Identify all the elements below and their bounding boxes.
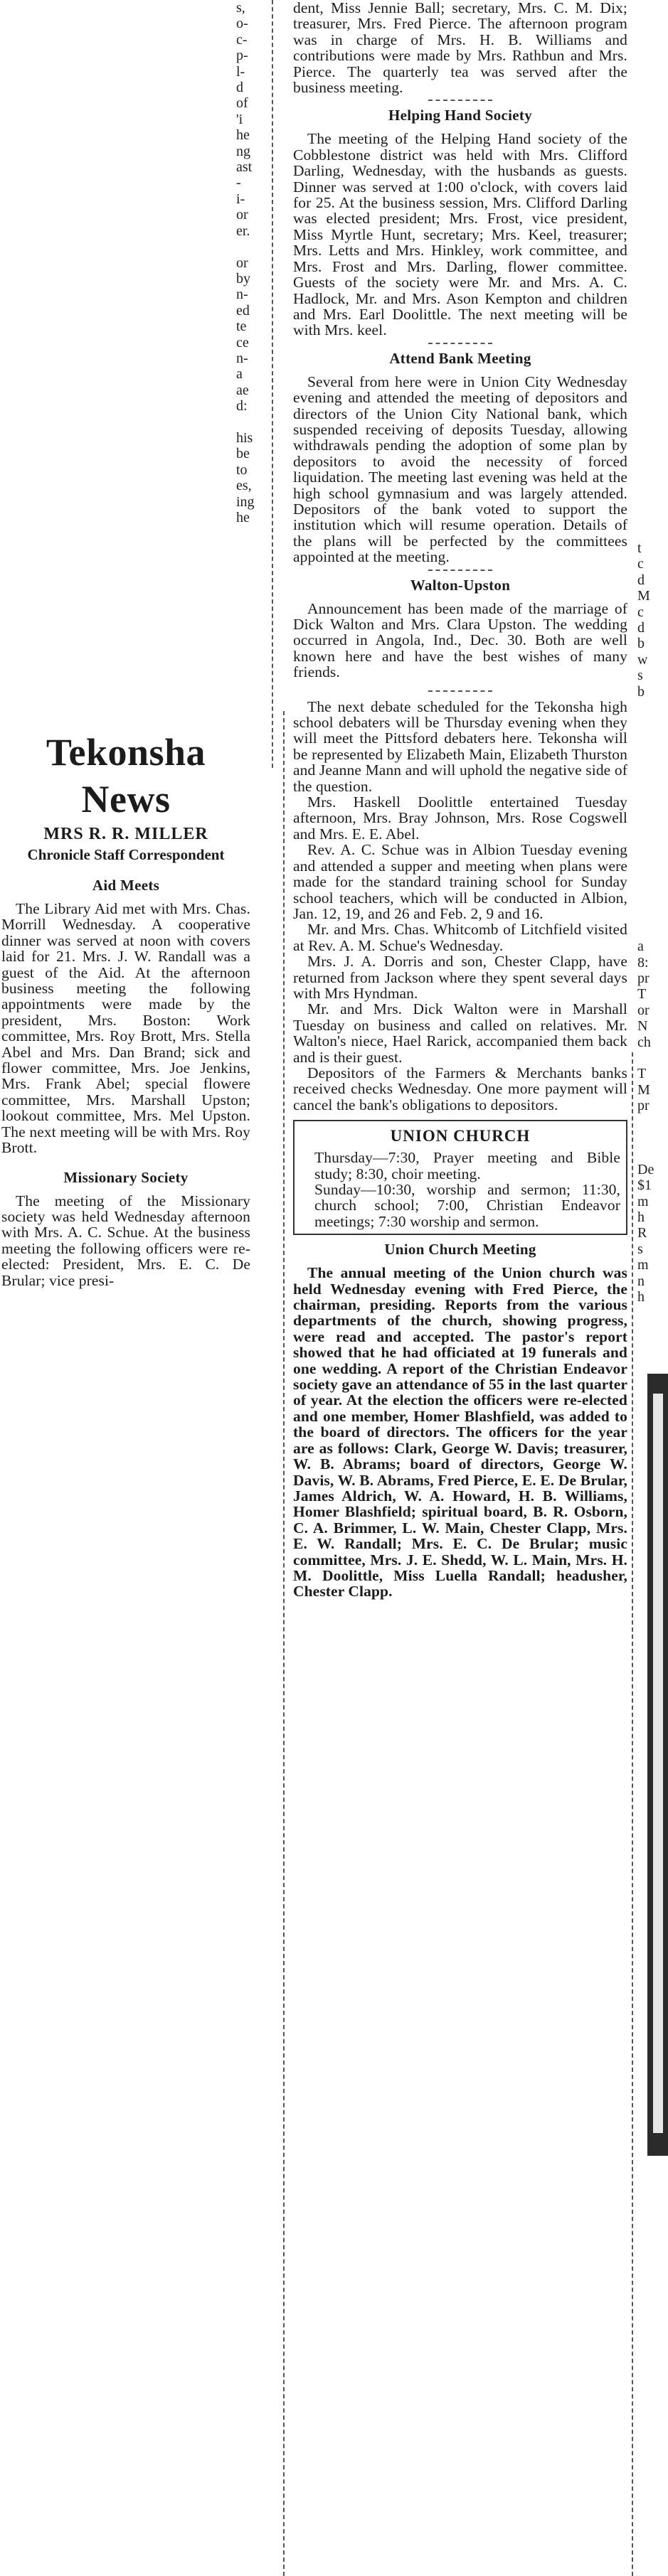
edge-fragment: t — [637, 540, 642, 556]
edge-fragment: n- — [236, 287, 248, 303]
edge-fragment: er. — [236, 223, 250, 239]
left-top-fragments — [236, 0, 258, 525]
news-item: Mrs. Haskell Doolittle entertained Tuesday afternoon, Mrs. Bray Johnson, Mrs. Rose Cogswell and Mrs. E. E. Abel. — [293, 793, 627, 843]
edge-fragment: T — [637, 1066, 647, 1082]
church-box-title: UNION CHURCH — [390, 1127, 531, 1145]
edge-fragment: R — [637, 1225, 647, 1241]
article-heading-attend-bank-meeting: Attend Bank Meeting — [389, 349, 531, 367]
edge-fragment: 'i — [236, 111, 243, 127]
edge-fragment: a — [236, 366, 243, 383]
edge-fragment: pr — [637, 1098, 650, 1114]
edge-fragment: n — [637, 1273, 645, 1289]
edge-fragment: s — [637, 1241, 643, 1257]
edge-fragment — [637, 1130, 666, 1145]
edge-fragment: be — [236, 446, 250, 462]
edge-fragment: his — [236, 429, 253, 446]
separator — [428, 343, 492, 344]
news-item: Depositors of the Farmers & Merchants banks received checks Wednesday. One more payment will cancel the bank's obligations to depositors. — [293, 1064, 627, 1113]
edge-fragment: te — [236, 319, 247, 335]
edge-fragment: ing — [236, 493, 255, 510]
edge-fragment: M — [637, 588, 650, 604]
article-paragraph: The annual meeting of the Union church was held Wednesday evening with Fred Pierce, the chairman, presiding. Reports from the various departments of the church, showing progress, were read and accepted. The pastor's report showed that he had officiated at 19 funerals and one wedding. A report of the Christian Endeavor society gave an attendance of 55 in the last quarter of year. At the election the officers were re-elected and one member, Homer Blashfield, was added to the board of directors. The officers for the year are as follows: Clark, George W. Davis; treasurer, W. B. Abrams; board of directors, George W. Davis, W. B. Abrams, Fred Pierce, E. E. De Brular, James Aldrich, W. A. Howard, H. B. Williams, Homer Blashfield; spiritual board, B. R. Osborn, C. A. Brimmer, L. W. Main, Chester Clapp, Mrs. E. W. Randall; Mrs. E. C. De Brular; music committee, Mrs. J. E. Shedd, W. L. Main, Mrs. H. M. Doolittle, Miss Luella Randall; headusher, Chester Clapp. — [293, 1264, 627, 1600]
news-item: Mr. and Mrs. Chas. Whitcomb of Litchfield visited at Rev. A. M. Schue's Wednesday. — [293, 921, 627, 954]
edge-fragment: to — [236, 461, 248, 478]
edge-fragment — [236, 415, 258, 430]
edge-fragment: - — [236, 175, 241, 191]
edge-fragment — [637, 875, 666, 891]
edge-fragment: c — [637, 556, 644, 572]
edge-fragment — [637, 1050, 666, 1066]
edge-fragment — [637, 1114, 666, 1130]
edge-fragment: he — [236, 510, 250, 525]
edge-fragment: b — [637, 636, 645, 652]
right-edge-fragments — [637, 540, 666, 1305]
masthead-title: Tekonsha News — [46, 731, 206, 821]
edge-fragment: h — [637, 1209, 645, 1226]
edge-fragment: n- — [236, 350, 248, 366]
article-paragraph: The meeting of the Missionary society was held Wednesday afternoon with Mrs. A. C. Schue. At the business meeting the following officers were re-elected: President, Mrs. E. C. De Brular; vice presi- — [1, 1192, 250, 1289]
edge-fragment — [637, 764, 666, 779]
edge-fragment: he — [236, 127, 250, 144]
edge-fragment — [637, 811, 666, 827]
edge-fragment — [637, 923, 666, 939]
edge-fragment — [637, 796, 666, 811]
edge-fragment — [637, 859, 666, 875]
edge-fragment: 8: — [637, 954, 649, 971]
right-column — [293, 0, 627, 1600]
separator — [428, 100, 492, 101]
column-rule-right — [632, 1052, 633, 2576]
edge-fragment — [637, 907, 666, 922]
edge-fragment: m — [637, 1193, 649, 1209]
news-item: The next debate scheduled for the Tekonsha high school debaters will be Thursday evening when they will meet the Pittsford debaters here. Tekonsha will be represented by Elizabeth Main, Elizabeth Thurston and Jeanne Mann and will uphold the negative side of the question. — [293, 698, 627, 795]
edge-fragment: i- — [236, 191, 245, 207]
edge-fragment — [637, 891, 666, 907]
edge-fragment: ast — [236, 159, 253, 176]
edge-fragment: De — [637, 1161, 654, 1177]
edge-fragment: ed — [236, 302, 250, 319]
article-heading-helping-hand: Helping Hand Society — [388, 107, 533, 124]
edge-fragment: h — [637, 1289, 645, 1305]
edge-fragment: d — [637, 620, 645, 636]
edge-fragment — [637, 843, 666, 859]
edge-fragment: ng — [236, 143, 250, 159]
edge-fragment: a — [637, 939, 644, 955]
separator — [428, 690, 492, 692]
edge-fragment — [637, 747, 666, 763]
news-item: Mrs. J. A. Dorris and son, Chester Clapp, have returned from Jackson where they spent several days with Mrs Hyndman. — [293, 953, 627, 1002]
edge-fragment: N — [637, 1018, 648, 1035]
adjacent-column-inner — [653, 1394, 663, 2133]
article-heading-missionary-society: Missionary Society — [63, 1168, 189, 1186]
edge-fragment: ch — [637, 1034, 651, 1050]
edge-fragment: c- — [236, 31, 248, 48]
edge-fragment — [236, 239, 258, 255]
edge-fragment: d — [236, 80, 243, 96]
edge-fragment: es, — [236, 478, 252, 494]
edge-fragment: p- — [236, 48, 248, 64]
news-item: Mr. and Mrs. Dick Walton were in Marshall Tuesday on business and called on relatives. Mr. Walton's niece, Hael Rarick, accompanied them back and is their guest. — [293, 1000, 627, 1066]
left-column — [1, 0, 255, 525]
edge-fragment — [637, 700, 666, 715]
edge-fragment: l- — [236, 63, 245, 80]
article-heading-walton-upston: Walton-Upston — [410, 576, 511, 594]
news-item: Rev. A. C. Schue was in Albion Tuesday evening and attended a supper and meeting when plans were made for the standard training school for Sunday school teachers, which will be conducted in Albion, Jan. 12, 19, and 26 and Feb. 2, 9 and 16. — [293, 841, 627, 922]
church-schedule-box — [293, 1120, 627, 1235]
edge-fragment — [637, 827, 666, 843]
edge-fragment: o- — [236, 16, 248, 32]
subbyline: Chronicle Staff Correspondent — [27, 846, 225, 863]
byline: MRS R. R. MILLER — [43, 825, 208, 843]
edge-fragment: or — [637, 1002, 650, 1018]
edge-fragment: of — [236, 95, 248, 112]
edge-fragment: pr — [637, 970, 650, 986]
edge-fragment: s — [637, 668, 643, 684]
article-paragraph: Several from here were in Union City Wednesday evening and attended the meeting of depositors and directors of the Union City National bank, which suspended receiving of deposits Tuesday, allowing withdrawals pending the adoption of some plan by depositors to avoid the necessity of forced liquidation. The meeting last evening was held at the high school gymnasium and was largely attended. Depositors of the bank voted to support the institution which will resume operation. Details of the plans will be perfected by the committees appointed at the meeting. — [293, 373, 627, 566]
edge-fragment: b — [637, 683, 645, 700]
edge-fragment — [637, 715, 666, 731]
edge-fragment: or — [236, 207, 248, 223]
edge-fragment: m — [637, 1257, 649, 1273]
edge-fragment — [637, 1145, 666, 1161]
church-schedule-line: Sunday—10:30, worship and sermon; 11:30, church school; 7:00, Christian Endeavor meetings; 7:30 worship and sermon. — [314, 1181, 620, 1230]
edge-fragment — [637, 779, 666, 795]
edge-fragment: w — [637, 651, 648, 668]
column-rule-left — [272, 0, 273, 768]
news-items — [293, 699, 627, 1113]
edge-fragment — [637, 732, 666, 747]
continued-text: dent, Miss Jennie Ball; secretary, Mrs. C. M. Dix; treasurer, Mrs. Fred Pierce. The afternoon program was in charge of Mrs. H. B. Williams and contributions were made by Mrs. Rathbun and Mrs. Pierce. The quarterly tea was served after the business meeting. — [293, 0, 627, 97]
edge-fragment: M — [637, 1081, 650, 1098]
edge-fragment: $1 — [637, 1177, 652, 1194]
column-rule-center — [283, 711, 285, 2576]
article-paragraph: The meeting of the Helping Hand society of the Cobblestone district was held with Mrs. Clifford Darling, Wednesday, with the husbands as guests. Dinner was served at 1:00 o'clock, with covers laid for 25. At the business session, Mrs. Clifford Darling was elected president; Mrs. Frost, vice president, Miss Myrtle Hunt, secretary; Mrs. Keel, treasurer; Mrs. Letts and Mrs. Hinkley, work committee, and Mrs. Frost and Mrs. Darling, flower committee. Guests of the society were Mr. and Mrs. A. C. Hadlock, Mr. and Mrs. Ason Kempton and children and Mrs. Earl Doolittle. The next meeting will be with Mrs. keel. — [293, 130, 627, 339]
article-paragraph: Announcement has been made of the marriage of Dick Walton and Mrs. Clara Upston. The wedding occurred in Angola, Ind., Dec. 30. Both are well known here and have the best wishes of many friends. — [293, 599, 627, 681]
edge-fragment: ae — [236, 382, 249, 398]
separator — [428, 570, 492, 571]
edge-fragment: by — [236, 270, 250, 287]
article-paragraph: The Library Aid met with Mrs. Chas. Morrill Wednesday. A cooperative dinner was served at noon with covers laid for 21. Mrs. J. W. Randall was a guest of the Aid. At the afternoon business meeting the following appointments were made by the president, Mrs. Boston: Work committee, Mrs. Roy Brott, Mrs. Stella Abel and Mrs. Dan Brand; sick and flower committee, Mrs. Joe Jenkins, Mrs. Frank Abel; special flowere committee, Mrs. Marshall Upston; lookout committee, Mrs. Mel Upston. The next meeting will be with Mrs. Roy Brott. — [1, 900, 250, 1157]
church-schedule-line: Thursday—7:30, Prayer meeting and Bible study; 8:30, choir meeting. — [314, 1149, 620, 1182]
edge-fragment: d — [637, 572, 645, 588]
edge-fragment: d: — [236, 398, 248, 415]
edge-fragment: c — [637, 604, 644, 620]
edge-fragment: ce — [236, 334, 249, 351]
article-heading-aid-meets: Aid Meets — [92, 877, 160, 894]
article-heading-union-church-meeting: Union Church Meeting — [384, 1241, 536, 1258]
edge-fragment: or — [236, 255, 248, 271]
edge-fragment: s, — [236, 0, 245, 16]
tekonsha-news-section — [1, 729, 250, 1288]
edge-fragment: T — [637, 986, 647, 1003]
